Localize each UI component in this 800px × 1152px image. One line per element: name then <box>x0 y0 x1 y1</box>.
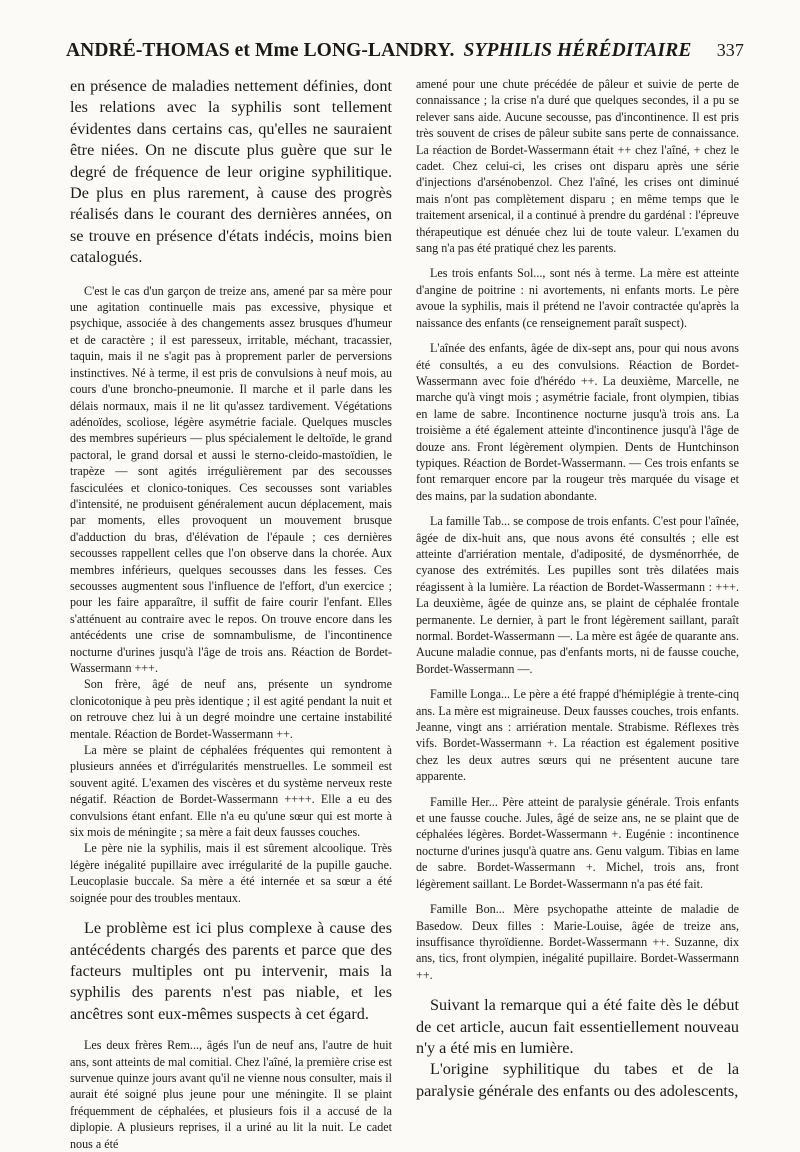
paragraph-intro: en présence de maladies nettement définies, dont les relations avec la syphilis sont tellement évidentes dans certains cas, qu'elles ne sauraient être niées. On ne discute plus guère que sur le degré de fréquence de leur origine syphilitique. De plus en plus rarement, à cause des progrès réalisés dans le courant des dernières années, on se trouve en présence d'états indécis, moins bien catalogués. <box>70 77 392 267</box>
header-title: SYPHILIS HÉRÉDITAIRE <box>463 40 692 61</box>
case-mere: La mère se plaint de céphalées fréquentes qui remontent à plusieurs années et d'irrégularités menstruelles. Le sommeil est souvent agité. L'examen des viscères et du système nerveux reste négatif. Réaction de Bordet-Wassermann ++++. Elle a eu des convulsions étant enfant. Elle n'a eu qu'une sœur qui est morte à six mois de méningite ; sa mère a fait deux fausses couches. <box>70 743 392 840</box>
case-pere: Le père nie la syphilis, mais il est sûrement alcoolique. Très légère inégalité pupillaire avec irrégularité de la pupille gauche. Leucoplasie buccale. Sa mère a été internée et sa sœur a été soignée pour des troubles mentaux. <box>70 841 392 905</box>
case-ainee-sol: L'aînée des enfants, âgée de dix-sept ans, pour qui nous avons été consultés, a eu des convulsions. Réaction de Bordet-Wassermann avec foie d'hérédo ++. La deuxième, Marcelle, ne marche qu'à vingt mois ; asymétrie faciale, front olympien, tibias en lame de sabre. Incontinence nocturne jusqu'à trois ans. La troisième a été également atteinte d'incontinence jusqu'à l'âge de douze ans. Front légèrement olympien. Dents de Huntchinson typiques. Réaction de Bordet-Wassermann. — Ces trois enfants se font remarquer encore par la rougeur très marquée du visage et des mains, par la sudation abondante. <box>416 341 739 503</box>
paragraph-probleme: Le problème est ici plus complexe à cause des antécédents chargés des parents et parce que des facteurs multiples ont pu intervenir, mais la syphilis des parents n'est pas niable, et les ancêtres sont eux-mêmes suspects à cet égard. <box>70 919 392 1023</box>
header-authors: ANDRÉ-THOMAS et Mme LONG-LANDRY. <box>66 40 455 61</box>
paragraph-origine: L'origine syphilitique du tabes et de la paralysie générale des enfants ou des adolescents, <box>416 1060 739 1100</box>
case-freres-rem-continued: amené pour une chute précédée de pâleur et suivie de perte de connaissance ; la crise n'a duré que quelques secondes, il a pu se relever sans aide. Aucune secousse, pas d'incontinence. Il est pris très souvent de crises de pâleur subite sans perte de connaissance. La réaction de Bordet-Wassermann était ++ chez l'aîné, + chez le cadet. Chez celui-ci, les crises ont disparu après une série d'injections d'arsénobenzol. Chez l'aîné, les crises ont diminué mais n'ont pas complètement disparu ; en même temps que le traitement arsenical, il a continué à prendre du gardénal : l'épreuve thérapeutique est dénuée chez lui de toute valeur. L'examen du sang n'a pas été pratiqué chez les parents. <box>416 77 739 256</box>
case-famille-tab: La famille Tab... se compose de trois enfants. C'est pour l'aînée, âgée de dix-huit ans, que nous avons été consultés ; elle est atteinte d'arriération mentale, d'adiposité, de dysménorrhée, de cyanose des extrémités. Les pupilles sont très dilatées mais réagissent à la lumière. La réaction de Bordet-Wassermann : +++. La deuxième, âgée de quinze ans, se plaint de céphalée frontale permanente. Le dernier, à part le front légèrement saillant, paraît normal. Bordet-Wassermann —. La mère est âgée de quarante ans. Aucune maladie connue, pas d'enfants morts, ni de fausse couche, Bordet-Wassermann —. <box>416 514 739 676</box>
case-enfants-sol: Les trois enfants Sol..., sont nés à terme. La mère est atteinte d'angine de poitrine : ni avortements, ni enfants morts. Le père avoue la syphilis, mais il prétend ne l'avoir contractée qu'après la naissance des enfants (ce renseignement paraît suspect). <box>416 266 739 330</box>
right-column <box>416 76 739 1102</box>
case-frere: Son frère, âgé de neuf ans, présente un syndrome clonicotonique à peu près identique ; il est agité pendant la nuit et on retrouve chez lui à un degré moindre une certaine instabilité mentale. Réaction de Bordet-Wassermann ++. <box>70 677 392 741</box>
case-famille-her: Famille Her... Père atteint de paralysie générale. Trois enfants et une fausse couche. Jules, âgé de seize ans, ne se plaint que de céphalées légères. Bordet-Wassermann +. Eugénie : incontinence nocturne d'urines jusqu'à quatre ans. Genu valgum. Tibias en lame de sabre. Bordet-Wassermann +. Michel, trois ans, front légèrement saillant. Le Bordet-Wassermann n'a pas été fait. <box>416 794 739 891</box>
case-garcon-treize-ans: C'est le cas d'un garçon de treize ans, amené par sa mère pour une agitation continuelle mais pas excessive, physique et psychique, associée à des changements assez brusques d'humeur et de caractère ; il est paresseux, irritable, méchant, tracassier, taquin, mais il ne s'agit pas à proprement parler de perversions instinctives. Né à terme, il est pris de convulsions à neuf mois, au cours d'une broncho-pneumonie. Il marche et il parle dans les délais normaux, mais il ne lit qu'assez tardivement. Végétations adénoïdes, scoliose, légère asymétrie faciale. Quelques muscles des membres supérieurs — plus spécialement le deltoïde, le grand pactoral, le grand dorsal et aussi le sterno-cleido-mastoïdien, le trapèze — sont agités irrégulièrement par des secousses fasciculées et clonico-toniques. Ces secousses sont variables d'intensité, ne produisent généralement aucun déplacement, mais par moments, elles provoquent un mouvement brusque d'adduction du bras, d'élévation de l'épaule ; ces dernières secousses rappellent celles que l'on observe dans la chorée. Aux membres inférieurs, quelques secousses dans les fesses. Ces secousses augmentent sous l'influence de l'effort, d'un exercice ; pour les faire apparaître, il suffit de faire courir l'enfant. Elles s'atténuent au contraire avec le repos. On trouve encore dans les antécédents une crise de somnambulisme, de l'incontinence nocturne d'urines jusqu'à l'âge de trois ans. Réaction de Bordet-Wassermann +++. <box>70 283 392 675</box>
case-famille-bon: Famille Bon... Mère psychopathe atteinte de maladie de Basedow. Deux filles : Marie-Louise, âgée de treize ans, insuffisance thyroïdienne. Bordet-Wassermann ++. Suzanne, dix ans, tics, front olympien, inégalité pupillaire. Bordet-Wassermann ++. <box>416 902 739 982</box>
left-column <box>70 76 392 1152</box>
case-famille-longa: Famille Longa... Le père a été frappé d'hémiplégie à trente-cinq ans. La mère est migraineuse. Deux fausses couches, trois enfants. Jeanne, vingt ans : arriération mentale. Strabisme. Réflexes très vifs. Bordet-Wassermann +. La réaction est également positive chez les deux autres sœurs qui ne présentent aucune tare apparente. <box>416 687 739 784</box>
paragraph-remarque: Suivant la remarque qui a été faite dès le début de cet article, aucun fait essentiellement nouveau n'y a été mis en lumière. <box>416 996 739 1057</box>
case-freres-rem: Les deux frères Rem..., âgés l'un de neuf ans, l'autre de huit ans, sont atteints de mal comitial. Chez l'aîné, la première crise est survenue quinze jours avant qu'il ne vienne nous consulter, mais il aurait été soigné plus jeune pour une méningite. Il se plaint fréquemment de céphalées, et plusieurs fois il a accusé de la diplopie. A plusieurs reprises, il a uriné au lit la nuit. Le cadet nous a été <box>70 1038 392 1151</box>
page-number: 337 <box>716 40 744 60</box>
running-header <box>66 40 744 70</box>
